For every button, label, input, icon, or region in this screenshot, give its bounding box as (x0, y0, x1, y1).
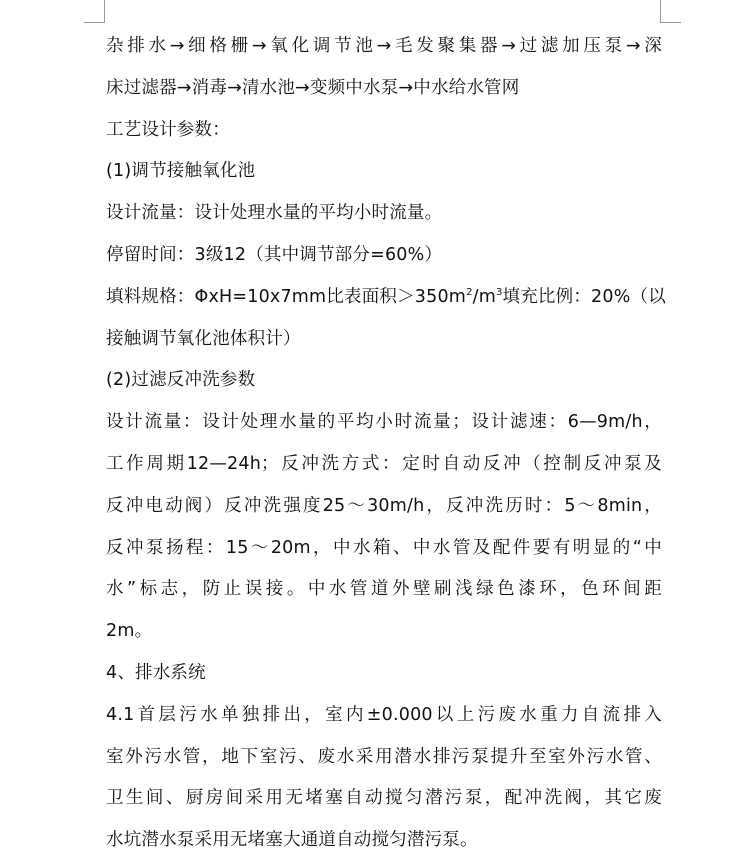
packing-spec-part: /m (472, 286, 496, 307)
text-line: 杂排水→细格栅→氧化调节池→毛发聚集器→过滤加压泵→深 (106, 36, 662, 56)
crop-mark-left-horizontal (84, 22, 105, 23)
crop-mark-right (660, 0, 661, 22)
document-body (106, 26, 666, 862)
section-heading: 工艺设计参数： (106, 119, 230, 140)
text-line: 4.1首层污水单独排出，室内±0.000以上污废水重力自流排入 (106, 704, 662, 725)
text-line: 设计流量：设计处理水量的平均小时流量。 (106, 203, 443, 224)
subsection-heading: (2)过滤反冲洗参数 (106, 370, 256, 391)
text-line: 工作周期12—24h；反冲洗方式：定时自动反冲（控制反冲泵及 (106, 453, 662, 474)
text-line: 水坑潜水泵采用无堵塞大通道自动搅匀潜污泵。 (106, 830, 478, 851)
superscript: 3 (495, 286, 503, 298)
superscript: 2 (466, 286, 473, 298)
text-line: 2m。 (106, 621, 153, 642)
packing-spec-part: 填充比例：20%（以 (502, 286, 666, 307)
section-heading: 4、排水系统 (106, 662, 206, 683)
crop-mark-right-horizontal (660, 22, 681, 23)
text-line: 室外污水管，地下室污、废水采用潜水排污泵提升至室外污水管、 (106, 746, 662, 767)
packing-spec-part: 填料规格：ΦxH=10x7mm比表面积＞350m (106, 286, 467, 307)
text-line: 水”标志，防止误接。中水管道外壁刷浅绿色漆环，色环间距 (106, 579, 662, 600)
text-line: 接触调节氧化池体积计） (106, 328, 301, 349)
packing-spec-line (106, 277, 666, 319)
text-line: 停留时间：3级12（其中调节部分=60%） (106, 244, 443, 265)
text-line: 反冲电动阀）反冲洗强度25～30m/h，反冲洗历时：5～8min， (106, 495, 662, 516)
text-line: 卫生间、厨房间采用无堵塞自动搅匀潜污泵，配冲洗阀，其它废 (106, 788, 662, 809)
text-line: 设计流量：设计处理水量的平均小时流量；设计滤速：6—9m/h， (106, 412, 662, 433)
text-line: 床过滤器→消毒→清水池→变频中水泵→中水给水管网 (106, 77, 520, 98)
subsection-heading: (1)调节接触氧化池 (106, 161, 256, 182)
crop-mark-left (104, 0, 105, 22)
text-line: 反冲泵扬程：15～20m，中水箱、中水管及配件要有明显的“中 (106, 537, 662, 558)
